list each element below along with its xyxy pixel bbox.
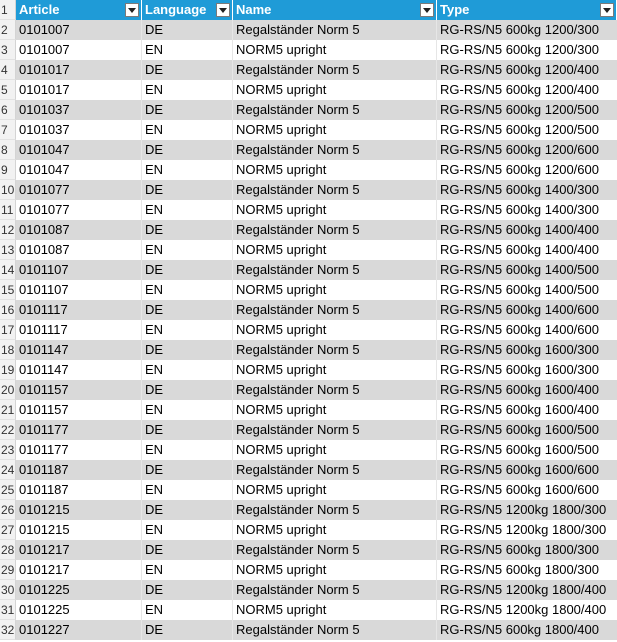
cell-name[interactable]: Regalständer Norm 5: [233, 180, 437, 200]
cell-article[interactable]: 0101047: [16, 140, 142, 160]
table-row: [0, 20, 617, 40]
cell-language[interactable]: EN: [142, 40, 233, 60]
row-number[interactable]: 29: [0, 560, 16, 580]
cell-type[interactable]: RG-RS/N5 600kg 1200/300: [437, 40, 617, 60]
cell-article[interactable]: 0101217: [16, 560, 142, 580]
cell-name[interactable]: NORM5 upright: [233, 360, 437, 380]
cell-language[interactable]: EN: [142, 520, 233, 540]
cell-type[interactable]: RG-RS/N5 600kg 1600/500: [437, 420, 617, 440]
row-number[interactable]: 30: [0, 580, 16, 600]
cell-type[interactable]: RG-RS/N5 600kg 1600/400: [437, 400, 617, 420]
cell-article[interactable]: 0101157: [16, 380, 142, 400]
table-row: [0, 120, 617, 140]
cell-article[interactable]: 0101017: [16, 60, 142, 80]
cell-article[interactable]: 0101107: [16, 260, 142, 280]
row-number[interactable]: 2: [0, 20, 16, 40]
cell-type[interactable]: RG-RS/N5 600kg 1400/400: [437, 240, 617, 260]
cell-article[interactable]: 0101117: [16, 320, 142, 340]
cell-article[interactable]: 0101037: [16, 120, 142, 140]
table-row: [0, 100, 617, 120]
filter-button-type[interactable]: [600, 3, 614, 17]
cell-name[interactable]: Regalständer Norm 5: [233, 580, 437, 600]
table-header-row: [0, 0, 617, 20]
row-number[interactable]: 24: [0, 460, 16, 480]
table-row: [0, 400, 617, 420]
cell-language[interactable]: DE: [142, 620, 233, 640]
row-number[interactable]: 1: [0, 0, 16, 20]
cell-language[interactable]: DE: [142, 420, 233, 440]
table-row: [0, 600, 617, 620]
cell-type[interactable]: RG-RS/N5 600kg 1800/400: [437, 620, 617, 640]
table-row: [0, 340, 617, 360]
cell-name[interactable]: NORM5 upright: [233, 240, 437, 260]
cell-name[interactable]: Regalständer Norm 5: [233, 60, 437, 80]
cell-type[interactable]: RG-RS/N5 600kg 1400/300: [437, 200, 617, 220]
cell-type[interactable]: RG-RS/N5 600kg 1200/400: [437, 80, 617, 100]
cell-name[interactable]: NORM5 upright: [233, 160, 437, 180]
filter-button-article[interactable]: [125, 3, 139, 17]
chevron-down-icon: [219, 8, 227, 13]
cell-name[interactable]: Regalständer Norm 5: [233, 20, 437, 40]
row-number[interactable]: 9: [0, 160, 16, 180]
cell-type[interactable]: RG-RS/N5 600kg 1200/300: [437, 20, 617, 40]
cell-article[interactable]: 0101017: [16, 80, 142, 100]
cell-type[interactable]: RG-RS/N5 600kg 1600/500: [437, 440, 617, 460]
header-label: Language: [145, 2, 207, 17]
row-number[interactable]: 26: [0, 500, 16, 520]
cell-name[interactable]: Regalständer Norm 5: [233, 460, 437, 480]
cell-article[interactable]: 0101177: [16, 420, 142, 440]
cell-language[interactable]: EN: [142, 360, 233, 380]
cell-name[interactable]: Regalständer Norm 5: [233, 340, 437, 360]
cell-language[interactable]: DE: [142, 300, 233, 320]
table-row: [0, 500, 617, 520]
table-row: [0, 260, 617, 280]
cell-language[interactable]: EN: [142, 400, 233, 420]
table-body: [0, 20, 617, 640]
header-article[interactable]: [16, 0, 142, 20]
cell-article[interactable]: 0101107: [16, 280, 142, 300]
cell-article[interactable]: 0101217: [16, 540, 142, 560]
cell-name[interactable]: Regalständer Norm 5: [233, 140, 437, 160]
cell-name[interactable]: Regalständer Norm 5: [233, 260, 437, 280]
table-row: [0, 360, 617, 380]
cell-name[interactable]: Regalständer Norm 5: [233, 540, 437, 560]
table-row: [0, 460, 617, 480]
cell-name[interactable]: NORM5 upright: [233, 440, 437, 460]
cell-article[interactable]: 0101117: [16, 300, 142, 320]
cell-type[interactable]: RG-RS/N5 600kg 1600/300: [437, 360, 617, 380]
table-row: [0, 320, 617, 340]
row-number[interactable]: 14: [0, 260, 16, 280]
cell-name[interactable]: NORM5 upright: [233, 280, 437, 300]
row-number[interactable]: 18: [0, 340, 16, 360]
cell-language[interactable]: DE: [142, 180, 233, 200]
row-number[interactable]: 15: [0, 280, 16, 300]
cell-language[interactable]: EN: [142, 120, 233, 140]
cell-language[interactable]: DE: [142, 100, 233, 120]
row-number[interactable]: 12: [0, 220, 16, 240]
cell-type[interactable]: RG-RS/N5 600kg 1200/600: [437, 160, 617, 180]
cell-type[interactable]: RG-RS/N5 600kg 1400/600: [437, 320, 617, 340]
cell-article[interactable]: 0101225: [16, 580, 142, 600]
cell-language[interactable]: DE: [142, 460, 233, 480]
table-row: [0, 80, 617, 100]
header-type[interactable]: [437, 0, 617, 20]
cell-language[interactable]: EN: [142, 280, 233, 300]
header-language[interactable]: [142, 0, 233, 20]
cell-name[interactable]: Regalständer Norm 5: [233, 620, 437, 640]
cell-type[interactable]: RG-RS/N5 600kg 1200/600: [437, 140, 617, 160]
cell-language[interactable]: EN: [142, 160, 233, 180]
cell-type[interactable]: RG-RS/N5 600kg 1400/500: [437, 280, 617, 300]
cell-article[interactable]: 0101187: [16, 460, 142, 480]
cell-type[interactable]: RG-RS/N5 600kg 1400/600: [437, 300, 617, 320]
cell-article[interactable]: 0101227: [16, 620, 142, 640]
cell-type[interactable]: RG-RS/N5 600kg 1400/500: [437, 260, 617, 280]
filter-button-language[interactable]: [216, 3, 230, 17]
cell-language[interactable]: EN: [142, 320, 233, 340]
row-number[interactable]: 23: [0, 440, 16, 460]
row-number[interactable]: 13: [0, 240, 16, 260]
cell-language[interactable]: DE: [142, 540, 233, 560]
cell-name[interactable]: NORM5 upright: [233, 560, 437, 580]
cell-name[interactable]: NORM5 upright: [233, 120, 437, 140]
table-row: [0, 420, 617, 440]
table-row: [0, 220, 617, 240]
header-label: Article: [19, 2, 60, 17]
chevron-down-icon: [423, 8, 431, 13]
cell-article[interactable]: 0101077: [16, 180, 142, 200]
header-name[interactable]: [233, 0, 437, 20]
chevron-down-icon: [603, 8, 611, 13]
cell-name[interactable]: NORM5 upright: [233, 480, 437, 500]
table-row: [0, 540, 617, 560]
cell-article[interactable]: 0101215: [16, 520, 142, 540]
table-row: [0, 520, 617, 540]
header-label: Name: [236, 2, 272, 17]
cell-language[interactable]: DE: [142, 60, 233, 80]
filter-button-name[interactable]: [420, 3, 434, 17]
cell-article[interactable]: 0101007: [16, 40, 142, 60]
cell-article[interactable]: 0101147: [16, 360, 142, 380]
cell-type[interactable]: RG-RS/N5 600kg 1800/300: [437, 540, 617, 560]
row-number[interactable]: 5: [0, 80, 16, 100]
cell-name[interactable]: Regalständer Norm 5: [233, 500, 437, 520]
cell-language[interactable]: DE: [142, 340, 233, 360]
cell-language[interactable]: DE: [142, 500, 233, 520]
cell-name[interactable]: NORM5 upright: [233, 400, 437, 420]
cell-language[interactable]: EN: [142, 440, 233, 460]
cell-article[interactable]: 0101215: [16, 500, 142, 520]
cell-type[interactable]: RG-RS/N5 600kg 1600/600: [437, 460, 617, 480]
cell-language[interactable]: EN: [142, 200, 233, 220]
table-row: [0, 280, 617, 300]
cell-type[interactable]: RG-RS/N5 600kg 1600/400: [437, 380, 617, 400]
row-number[interactable]: 21: [0, 400, 16, 420]
cell-type[interactable]: RG-RS/N5 600kg 1800/300: [437, 560, 617, 580]
cell-name[interactable]: NORM5 upright: [233, 600, 437, 620]
cell-name[interactable]: NORM5 upright: [233, 40, 437, 60]
row-number[interactable]: 4: [0, 60, 16, 80]
cell-language[interactable]: DE: [142, 140, 233, 160]
row-number[interactable]: 27: [0, 520, 16, 540]
table-row: [0, 200, 617, 220]
cell-name[interactable]: NORM5 upright: [233, 320, 437, 340]
cell-language[interactable]: DE: [142, 260, 233, 280]
row-number[interactable]: 8: [0, 140, 16, 160]
cell-type[interactable]: RG-RS/N5 600kg 1200/500: [437, 100, 617, 120]
table-row: [0, 60, 617, 80]
cell-type[interactable]: RG-RS/N5 600kg 1600/600: [437, 480, 617, 500]
cell-type[interactable]: RG-RS/N5 1200kg 1800/300: [437, 500, 617, 520]
table-row: [0, 40, 617, 60]
row-number[interactable]: 6: [0, 100, 16, 120]
table-row: [0, 300, 617, 320]
cell-article[interactable]: 0101177: [16, 440, 142, 460]
row-number[interactable]: 3: [0, 40, 16, 60]
row-number[interactable]: 10: [0, 180, 16, 200]
row-number[interactable]: 7: [0, 120, 16, 140]
cell-type[interactable]: RG-RS/N5 1200kg 1800/400: [437, 600, 617, 620]
cell-type[interactable]: RG-RS/N5 600kg 1400/300: [437, 180, 617, 200]
cell-type[interactable]: RG-RS/N5 1200kg 1800/300: [437, 520, 617, 540]
table-row: [0, 160, 617, 180]
cell-article[interactable]: 0101007: [16, 20, 142, 40]
cell-type[interactable]: RG-RS/N5 600kg 1400/400: [437, 220, 617, 240]
row-number[interactable]: 19: [0, 360, 16, 380]
cell-article[interactable]: 0101157: [16, 400, 142, 420]
row-number[interactable]: 22: [0, 420, 16, 440]
header-label: Type: [440, 2, 470, 17]
cell-language[interactable]: EN: [142, 480, 233, 500]
cell-article[interactable]: 0101225: [16, 600, 142, 620]
cell-language[interactable]: DE: [142, 20, 233, 40]
table-row: [0, 560, 617, 580]
cell-name[interactable]: Regalständer Norm 5: [233, 300, 437, 320]
cell-name[interactable]: NORM5 upright: [233, 80, 437, 100]
cell-article[interactable]: 0101087: [16, 240, 142, 260]
table-row: [0, 480, 617, 500]
table-row: [0, 240, 617, 260]
table-row: [0, 440, 617, 460]
cell-language[interactable]: EN: [142, 600, 233, 620]
cell-type[interactable]: RG-RS/N5 600kg 1200/500: [437, 120, 617, 140]
table-row: [0, 380, 617, 400]
table-row: [0, 580, 617, 600]
cell-name[interactable]: NORM5 upright: [233, 200, 437, 220]
table-row: [0, 180, 617, 200]
row-number[interactable]: 11: [0, 200, 16, 220]
row-number[interactable]: 16: [0, 300, 16, 320]
cell-name[interactable]: Regalständer Norm 5: [233, 100, 437, 120]
cell-language[interactable]: DE: [142, 220, 233, 240]
row-number[interactable]: 28: [0, 540, 16, 560]
cell-language[interactable]: DE: [142, 580, 233, 600]
cell-article[interactable]: 0101077: [16, 200, 142, 220]
row-number[interactable]: 17: [0, 320, 16, 340]
row-number[interactable]: 32: [0, 620, 16, 640]
cell-name[interactable]: Regalständer Norm 5: [233, 380, 437, 400]
cell-article[interactable]: 0101047: [16, 160, 142, 180]
cell-type[interactable]: RG-RS/N5 600kg 1600/300: [437, 340, 617, 360]
row-number[interactable]: 20: [0, 380, 16, 400]
row-number[interactable]: 25: [0, 480, 16, 500]
chevron-down-icon: [128, 8, 136, 13]
cell-article[interactable]: 0101037: [16, 100, 142, 120]
table-row: [0, 620, 617, 640]
cell-type[interactable]: RG-RS/N5 1200kg 1800/400: [437, 580, 617, 600]
cell-name[interactable]: Regalständer Norm 5: [233, 420, 437, 440]
cell-article[interactable]: 0101187: [16, 480, 142, 500]
cell-language[interactable]: EN: [142, 80, 233, 100]
cell-article[interactable]: 0101087: [16, 220, 142, 240]
cell-language[interactable]: DE: [142, 380, 233, 400]
cell-article[interactable]: 0101147: [16, 340, 142, 360]
cell-language[interactable]: EN: [142, 240, 233, 260]
table-row: [0, 140, 617, 160]
cell-language[interactable]: EN: [142, 560, 233, 580]
row-number[interactable]: 31: [0, 600, 16, 620]
cell-name[interactable]: Regalständer Norm 5: [233, 220, 437, 240]
cell-name[interactable]: NORM5 upright: [233, 520, 437, 540]
cell-type[interactable]: RG-RS/N5 600kg 1200/400: [437, 60, 617, 80]
